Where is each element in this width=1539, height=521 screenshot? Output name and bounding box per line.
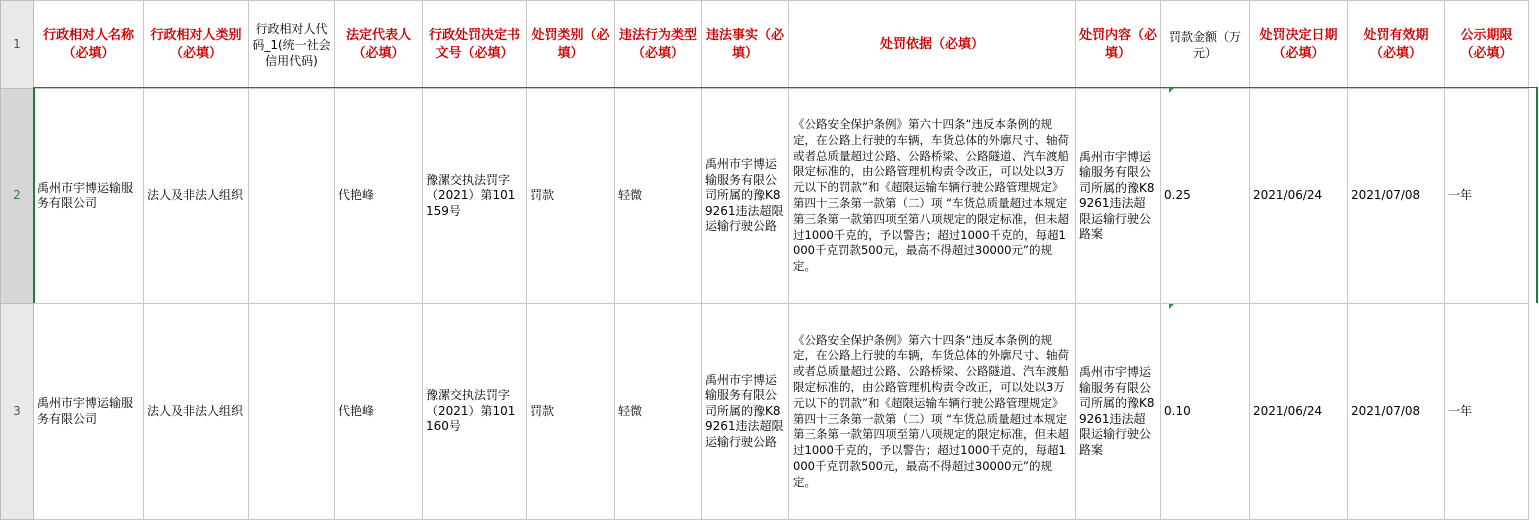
header-cell-amount[interactable]: 罚款金额（万元） bbox=[1161, 1, 1250, 89]
header-row bbox=[1, 1, 1529, 89]
table-row bbox=[1, 89, 1529, 304]
cell-decision-date[interactable]: 2021/06/24 bbox=[1250, 304, 1348, 520]
cell-valid-until[interactable]: 2021/07/08 bbox=[1348, 89, 1445, 304]
cell-violation-type[interactable]: 轻微 bbox=[615, 89, 702, 304]
cell-doc-no[interactable]: 豫漯交执法罚字（2021）第101160号 bbox=[423, 304, 527, 520]
cell-content[interactable]: 禹州市宇博运输服务有限公司所属的豫K89261违法超限运输行驶公路案 bbox=[1076, 304, 1161, 520]
header-cell-penalty-type[interactable]: 处罚类别（必填） bbox=[527, 1, 615, 89]
cell-content[interactable]: 禹州市宇博运输服务有限公司所属的豫K89261违法超限运输行驶公路案 bbox=[1076, 89, 1161, 304]
comment-indicator bbox=[1169, 88, 1174, 93]
cell-legal-rep[interactable]: 代艳峰 bbox=[335, 89, 423, 304]
comment-indicator bbox=[1169, 304, 1174, 309]
cell-name[interactable]: 禹州市宇博运输服务有限公司 bbox=[34, 304, 144, 520]
header-cell-basis[interactable]: 处罚依据（必填） bbox=[789, 1, 1076, 89]
cell-violation-type[interactable]: 轻微 bbox=[615, 304, 702, 520]
header-cell-doc-no[interactable]: 行政处罚决定书文号（必填） bbox=[423, 1, 527, 89]
row-header-1[interactable]: 1 bbox=[1, 1, 34, 89]
cell-facts[interactable]: 禹州市宇博运输服务有限公司所属的豫K89261违法超限运输行驶公路 bbox=[702, 89, 789, 304]
row-header-2[interactable]: 2 bbox=[1, 89, 34, 304]
cell-code[interactable] bbox=[249, 304, 335, 520]
cell-penalty-type[interactable]: 罚款 bbox=[527, 89, 615, 304]
header-cell-facts[interactable]: 违法事实（必填） bbox=[702, 1, 789, 89]
header-cell-category[interactable]: 行政相对人类别（必填） bbox=[144, 1, 249, 89]
cell-legal-rep[interactable]: 代艳峰 bbox=[335, 304, 423, 520]
header-cell-name[interactable]: 行政相对人名称（必填） bbox=[34, 1, 144, 89]
header-cell-violation-type[interactable]: 违法行为类型（必填） bbox=[615, 1, 702, 89]
header-cell-legal-rep[interactable]: 法定代表人（必填） bbox=[335, 1, 423, 89]
row-header-3[interactable]: 3 bbox=[1, 304, 34, 520]
cell-decision-date[interactable]: 2021/06/24 bbox=[1250, 89, 1348, 304]
cell-category[interactable]: 法人及非法人组织 bbox=[144, 89, 249, 304]
cell-penalty-type[interactable]: 罚款 bbox=[527, 304, 615, 520]
cell-valid-until[interactable]: 2021/07/08 bbox=[1348, 304, 1445, 520]
cell-name[interactable]: 禹州市宇博运输服务有限公司 bbox=[34, 89, 144, 304]
cell-facts[interactable]: 禹州市宇博运输服务有限公司所属的豫K89261违法超限运输行驶公路 bbox=[702, 304, 789, 520]
header-cell-valid-until[interactable]: 处罚有效期（必填） bbox=[1348, 1, 1445, 89]
header-cell-content[interactable]: 处罚内容（必填） bbox=[1076, 1, 1161, 89]
cell-category[interactable]: 法人及非法人组织 bbox=[144, 304, 249, 520]
cell-publicity[interactable]: 一年 bbox=[1445, 89, 1529, 304]
header-cell-publicity[interactable]: 公示期限（必填） bbox=[1445, 1, 1529, 89]
header-cell-code[interactable]: 行政相对人代码_1(统一社会信用代码) bbox=[249, 1, 335, 89]
cell-basis[interactable]: 《公路安全保护条例》第六十四条“违反本条例的规定，在公路上行驶的车辆，车货总体的外廓尺寸、轴荷或者总质量超过公路、公路桥梁、公路隧道、汽车渡船限定标准的，由公路管理机构责令改正，可以处以3万元以下的罚款”和《超限运输车辆行驶公路管理规定》第四十三条第一款第（二）项 “车货总质量超过本规定第三条第一款第四项至第八项规定的限定标准，但未超过1000千克的，予以警告；超过1000千克的，每超1000千克罚款500元，最高不得超过30000元”的规定。 bbox=[789, 89, 1076, 304]
cell-publicity[interactable]: 一年 bbox=[1445, 304, 1529, 520]
cell-amount[interactable]: 0.25 bbox=[1161, 89, 1250, 304]
cell-doc-no[interactable]: 豫漯交执法罚字（2021）第101159号 bbox=[423, 89, 527, 304]
cell-amount[interactable]: 0.10 bbox=[1161, 304, 1250, 520]
cell-basis[interactable]: 《公路安全保护条例》第六十四条“违反本条例的规定，在公路上行驶的车辆，车货总体的外廓尺寸、轴荷或者总质量超过公路、公路桥梁、公路隧道、汽车渡船限定标准的，由公路管理机构责令改正，可以处以3万元以下的罚款”和《超限运输车辆行驶公路管理规定》第四十三条第一款第（二）项 “车货总质量超过本规定第三条第一款第四项至第八项规定的限定标准，但未超过1000千克的，予以警告；超过1000千克的，每超1000千克罚款500元，最高不得超过30000元”的规定。 bbox=[789, 304, 1076, 520]
table-row bbox=[1, 304, 1529, 520]
header-cell-decision-date[interactable]: 处罚决定日期（必填） bbox=[1250, 1, 1348, 89]
cell-code[interactable] bbox=[249, 89, 335, 304]
